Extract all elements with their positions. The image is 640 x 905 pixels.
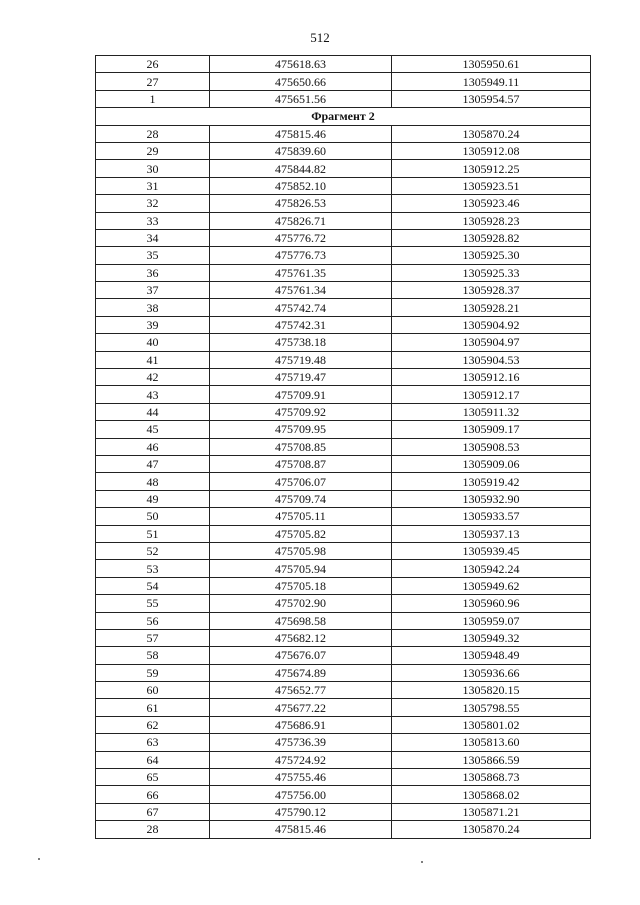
coordinates-table [95, 55, 591, 839]
table-row [96, 142, 591, 159]
table-row [96, 821, 591, 838]
y-coordinate-cell: 1305870.24 [392, 125, 591, 142]
point-number-cell: 52 [96, 542, 210, 559]
point-number-cell: 38 [96, 299, 210, 316]
x-coordinate-cell: 475682.12 [210, 629, 392, 646]
x-coordinate-cell: 475756.00 [210, 786, 392, 803]
x-coordinate-cell: 475708.85 [210, 438, 392, 455]
x-coordinate-cell: 475790.12 [210, 803, 392, 820]
y-coordinate-cell: 1305919.42 [392, 473, 591, 490]
y-coordinate-cell: 1305928.37 [392, 282, 591, 299]
y-coordinate-cell: 1305801.02 [392, 716, 591, 733]
point-number-cell: 41 [96, 351, 210, 368]
table-row [96, 525, 591, 542]
page-number: 512 [310, 30, 330, 45]
y-coordinate-cell: 1305911.32 [392, 403, 591, 420]
point-number-cell: 59 [96, 664, 210, 681]
table-row [96, 403, 591, 420]
y-coordinate-cell: 1305909.17 [392, 421, 591, 438]
point-number-cell: 37 [96, 282, 210, 299]
table-row [96, 699, 591, 716]
point-number-cell: 62 [96, 716, 210, 733]
point-number-cell: 44 [96, 403, 210, 420]
y-coordinate-cell: 1305928.82 [392, 229, 591, 246]
point-number-cell: 51 [96, 525, 210, 542]
x-coordinate-cell: 475844.82 [210, 160, 392, 177]
y-coordinate-cell: 1305912.17 [392, 386, 591, 403]
x-coordinate-cell: 475708.87 [210, 455, 392, 472]
table-row [96, 369, 591, 386]
y-coordinate-cell: 1305949.32 [392, 629, 591, 646]
y-coordinate-cell: 1305909.06 [392, 455, 591, 472]
point-number-cell: 31 [96, 177, 210, 194]
x-coordinate-cell: 475702.90 [210, 595, 392, 612]
point-number-cell: 34 [96, 229, 210, 246]
y-coordinate-cell: 1305932.90 [392, 490, 591, 507]
point-number-cell: 42 [96, 369, 210, 386]
y-coordinate-cell: 1305912.08 [392, 142, 591, 159]
point-number-cell: 39 [96, 316, 210, 333]
y-coordinate-cell: 1305937.13 [392, 525, 591, 542]
x-coordinate-cell: 475650.66 [210, 73, 392, 90]
point-number-cell: 63 [96, 734, 210, 751]
point-number-cell: 67 [96, 803, 210, 820]
x-coordinate-cell: 475674.89 [210, 664, 392, 681]
table-row [96, 212, 591, 229]
table-row [96, 595, 591, 612]
point-number-cell: 61 [96, 699, 210, 716]
table-row [96, 612, 591, 629]
point-number-cell: 46 [96, 438, 210, 455]
y-coordinate-cell: 1305904.92 [392, 316, 591, 333]
point-number-cell: 53 [96, 560, 210, 577]
table-row [96, 542, 591, 559]
y-coordinate-cell: 1305820.15 [392, 682, 591, 699]
table-row [96, 90, 591, 107]
table-row [96, 160, 591, 177]
table-row [96, 473, 591, 490]
x-coordinate-cell: 475709.92 [210, 403, 392, 420]
coordinates-table-body [96, 56, 591, 839]
x-coordinate-cell: 475839.60 [210, 142, 392, 159]
x-coordinate-cell: 475698.58 [210, 612, 392, 629]
point-number-cell: 65 [96, 769, 210, 786]
table-row [96, 421, 591, 438]
point-number-cell: 40 [96, 334, 210, 351]
table-row [96, 247, 591, 264]
point-number-cell: 48 [96, 473, 210, 490]
point-number-cell: 32 [96, 195, 210, 212]
x-coordinate-cell: 475761.34 [210, 282, 392, 299]
point-number-cell: 54 [96, 577, 210, 594]
y-coordinate-cell: 1305960.96 [392, 595, 591, 612]
y-coordinate-cell: 1305798.55 [392, 699, 591, 716]
y-coordinate-cell: 1305925.30 [392, 247, 591, 264]
x-coordinate-cell: 475705.94 [210, 560, 392, 577]
table-row [96, 734, 591, 751]
y-coordinate-cell: 1305870.24 [392, 821, 591, 838]
x-coordinate-cell: 475815.46 [210, 821, 392, 838]
y-coordinate-cell: 1305866.59 [392, 751, 591, 768]
point-number-cell: 26 [96, 56, 210, 73]
table-row [96, 716, 591, 733]
table-row [96, 560, 591, 577]
table-row [96, 56, 591, 73]
table-row [96, 664, 591, 681]
x-coordinate-cell: 475761.35 [210, 264, 392, 281]
x-coordinate-cell: 475652.77 [210, 682, 392, 699]
table-row [96, 195, 591, 212]
x-coordinate-cell: 475705.98 [210, 542, 392, 559]
point-number-cell: 50 [96, 508, 210, 525]
x-coordinate-cell: 475705.82 [210, 525, 392, 542]
x-coordinate-cell: 475852.10 [210, 177, 392, 194]
y-coordinate-cell: 1305939.45 [392, 542, 591, 559]
y-coordinate-cell: 1305942.24 [392, 560, 591, 577]
x-coordinate-cell: 475677.22 [210, 699, 392, 716]
x-coordinate-cell: 475742.74 [210, 299, 392, 316]
point-number-cell: 49 [96, 490, 210, 507]
y-coordinate-cell: 1305925.33 [392, 264, 591, 281]
x-coordinate-cell: 475755.46 [210, 769, 392, 786]
y-coordinate-cell: 1305954.57 [392, 90, 591, 107]
point-number-cell: 30 [96, 160, 210, 177]
point-number-cell: 64 [96, 751, 210, 768]
x-coordinate-cell: 475618.63 [210, 56, 392, 73]
table-row [96, 455, 591, 472]
x-coordinate-cell: 475815.46 [210, 125, 392, 142]
x-coordinate-cell: 475651.56 [210, 90, 392, 107]
table-row [96, 803, 591, 820]
point-number-cell: 43 [96, 386, 210, 403]
x-coordinate-cell: 475826.71 [210, 212, 392, 229]
y-coordinate-cell: 1305959.07 [392, 612, 591, 629]
scan-speck [38, 858, 40, 860]
x-coordinate-cell: 475705.11 [210, 508, 392, 525]
point-number-cell: 29 [96, 142, 210, 159]
x-coordinate-cell: 475719.48 [210, 351, 392, 368]
table-row [96, 508, 591, 525]
point-number-cell: 45 [96, 421, 210, 438]
y-coordinate-cell: 1305904.97 [392, 334, 591, 351]
table-row [96, 73, 591, 90]
table-row [96, 751, 591, 768]
x-coordinate-cell: 475736.39 [210, 734, 392, 751]
point-number-cell: 60 [96, 682, 210, 699]
x-coordinate-cell: 475686.91 [210, 716, 392, 733]
x-coordinate-cell: 475706.07 [210, 473, 392, 490]
table-row [96, 177, 591, 194]
y-coordinate-cell: 1305908.53 [392, 438, 591, 455]
y-coordinate-cell: 1305949.62 [392, 577, 591, 594]
fragment-header-row [96, 108, 591, 125]
y-coordinate-cell: 1305949.11 [392, 73, 591, 90]
x-coordinate-cell: 475705.18 [210, 577, 392, 594]
x-coordinate-cell: 475719.47 [210, 369, 392, 386]
point-number-cell: 27 [96, 73, 210, 90]
table-row [96, 438, 591, 455]
y-coordinate-cell: 1305868.73 [392, 769, 591, 786]
point-number-cell: 28 [96, 821, 210, 838]
point-number-cell: 57 [96, 629, 210, 646]
y-coordinate-cell: 1305928.23 [392, 212, 591, 229]
table-row [96, 282, 591, 299]
table-row [96, 351, 591, 368]
table-row [96, 769, 591, 786]
table-row [96, 577, 591, 594]
y-coordinate-cell: 1305950.61 [392, 56, 591, 73]
table-row [96, 229, 591, 246]
y-coordinate-cell: 1305928.21 [392, 299, 591, 316]
x-coordinate-cell: 475724.92 [210, 751, 392, 768]
table-row [96, 299, 591, 316]
point-number-cell: 56 [96, 612, 210, 629]
y-coordinate-cell: 1305923.51 [392, 177, 591, 194]
scan-speck [421, 861, 423, 863]
y-coordinate-cell: 1305868.02 [392, 786, 591, 803]
table-row [96, 490, 591, 507]
table-row [96, 125, 591, 142]
point-number-cell: 35 [96, 247, 210, 264]
y-coordinate-cell: 1305936.66 [392, 664, 591, 681]
point-number-cell: 1 [96, 90, 210, 107]
point-number-cell: 47 [96, 455, 210, 472]
fragment-title: Фрагмент 2 [96, 108, 591, 125]
table-row [96, 264, 591, 281]
point-number-cell: 36 [96, 264, 210, 281]
x-coordinate-cell: 475676.07 [210, 647, 392, 664]
x-coordinate-cell: 475709.95 [210, 421, 392, 438]
x-coordinate-cell: 475776.72 [210, 229, 392, 246]
y-coordinate-cell: 1305871.21 [392, 803, 591, 820]
point-number-cell: 55 [96, 595, 210, 612]
table-row [96, 386, 591, 403]
y-coordinate-cell: 1305948.49 [392, 647, 591, 664]
point-number-cell: 33 [96, 212, 210, 229]
x-coordinate-cell: 475738.18 [210, 334, 392, 351]
table-row [96, 629, 591, 646]
y-coordinate-cell: 1305912.25 [392, 160, 591, 177]
table-row [96, 334, 591, 351]
y-coordinate-cell: 1305912.16 [392, 369, 591, 386]
point-number-cell: 28 [96, 125, 210, 142]
y-coordinate-cell: 1305813.60 [392, 734, 591, 751]
x-coordinate-cell: 475742.31 [210, 316, 392, 333]
point-number-cell: 66 [96, 786, 210, 803]
table-row [96, 647, 591, 664]
y-coordinate-cell: 1305933.57 [392, 508, 591, 525]
table-row [96, 316, 591, 333]
table-row [96, 786, 591, 803]
x-coordinate-cell: 475709.74 [210, 490, 392, 507]
y-coordinate-cell: 1305923.46 [392, 195, 591, 212]
point-number-cell: 58 [96, 647, 210, 664]
y-coordinate-cell: 1305904.53 [392, 351, 591, 368]
table-row [96, 682, 591, 699]
x-coordinate-cell: 475776.73 [210, 247, 392, 264]
x-coordinate-cell: 475826.53 [210, 195, 392, 212]
x-coordinate-cell: 475709.91 [210, 386, 392, 403]
